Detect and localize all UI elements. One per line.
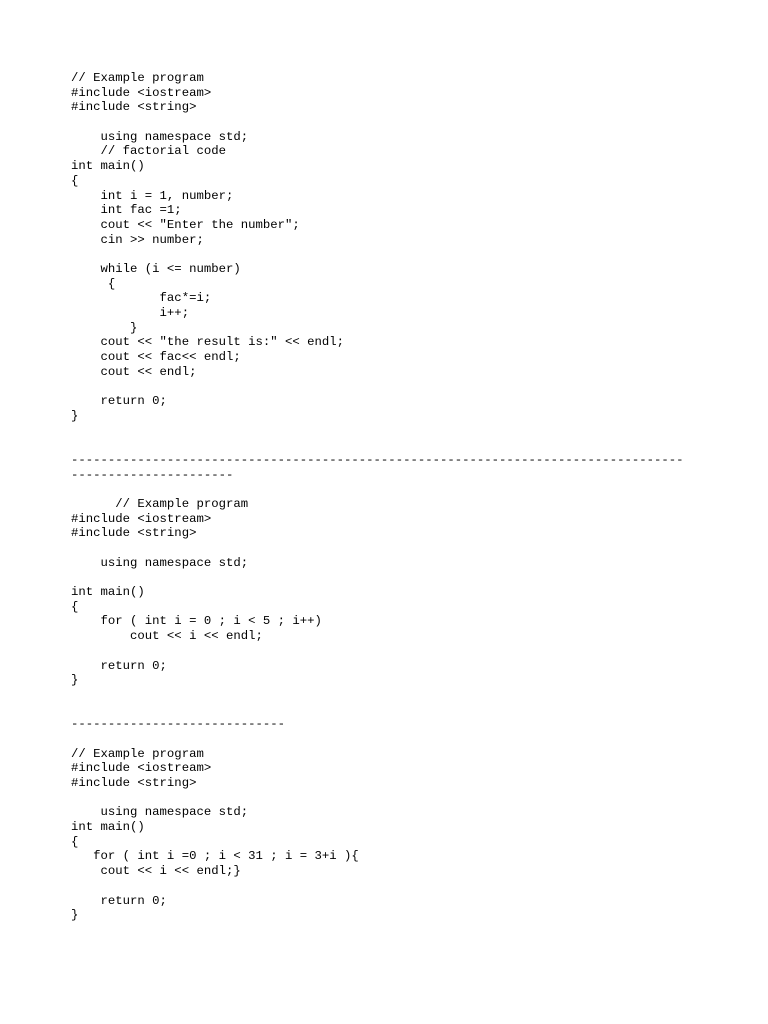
code-line: { — [71, 599, 79, 614]
code-line: for ( int i = 0 ; i < 5 ; i++) — [71, 614, 322, 629]
code-line: for ( int i =0 ; i < 31 ; i = 3+i ){ — [71, 849, 359, 864]
code-line: using namespace std; — [71, 129, 249, 144]
code-line: while (i <= number) — [71, 261, 241, 276]
code-line: { — [71, 834, 79, 849]
code-line: int main() — [71, 585, 145, 600]
code-line: // Example program — [71, 496, 249, 511]
code-line: cout << "Enter the number"; — [71, 217, 300, 232]
code-line: ----------------------------------------------------------------------------------- — [71, 452, 684, 467]
code-line: cin >> number; — [71, 232, 204, 247]
code-line: #include <iostream> — [71, 85, 212, 100]
code-line — [71, 424, 751, 439]
code-line — [71, 115, 751, 130]
code-line: int i = 1, number; — [71, 188, 234, 203]
code-line: #include <iostream> — [71, 761, 212, 776]
code-line — [71, 644, 751, 659]
code-line: fac*=i; — [71, 291, 212, 306]
code-line: int fac =1; — [71, 203, 182, 218]
code-line: #include <string> — [71, 776, 197, 790]
code-line: // Example program — [71, 746, 204, 761]
code-line: ----------------------------- — [71, 717, 286, 732]
code-line: int main() — [71, 159, 145, 174]
code-line — [71, 791, 751, 806]
code-line: cout << i << endl; — [71, 629, 263, 644]
code-line — [71, 688, 751, 703]
code-line: #include <string> — [71, 100, 197, 115]
code-line — [71, 703, 751, 718]
code-line: cout << fac<< endl; — [71, 350, 241, 365]
code-line: { — [71, 276, 116, 291]
code-line: cout << endl; — [71, 364, 197, 379]
code-line: } — [71, 320, 138, 335]
code-line — [71, 379, 751, 394]
code-line — [71, 482, 751, 497]
code-document — [71, 71, 751, 923]
code-line: using namespace std; — [71, 805, 249, 820]
code-line: cout << i << endl;} — [71, 864, 241, 879]
code-line: ---------------------- — [71, 467, 234, 482]
code-line — [71, 247, 751, 262]
code-line: // factorial code — [71, 144, 226, 159]
code-line: return 0; — [71, 658, 167, 673]
code-line: return 0; — [71, 893, 167, 908]
code-line: } — [71, 408, 79, 423]
code-line: using namespace std; — [71, 555, 249, 570]
code-line: cout << "the result is:" << endl; — [71, 335, 345, 350]
code-line: { — [71, 173, 79, 188]
code-line — [71, 438, 751, 453]
code-line — [71, 879, 751, 894]
code-line: #include <string> — [71, 526, 197, 541]
code-line — [71, 732, 751, 747]
code-line: } — [71, 673, 79, 688]
code-line: return 0; — [71, 394, 167, 409]
code-line: int main() — [71, 820, 145, 835]
code-line: } — [71, 908, 79, 923]
code-line — [71, 570, 751, 585]
code-line: // Example program — [71, 71, 204, 85]
code-line — [71, 541, 751, 556]
code-line: #include <iostream> — [71, 511, 212, 526]
code-line: i++; — [71, 306, 190, 320]
